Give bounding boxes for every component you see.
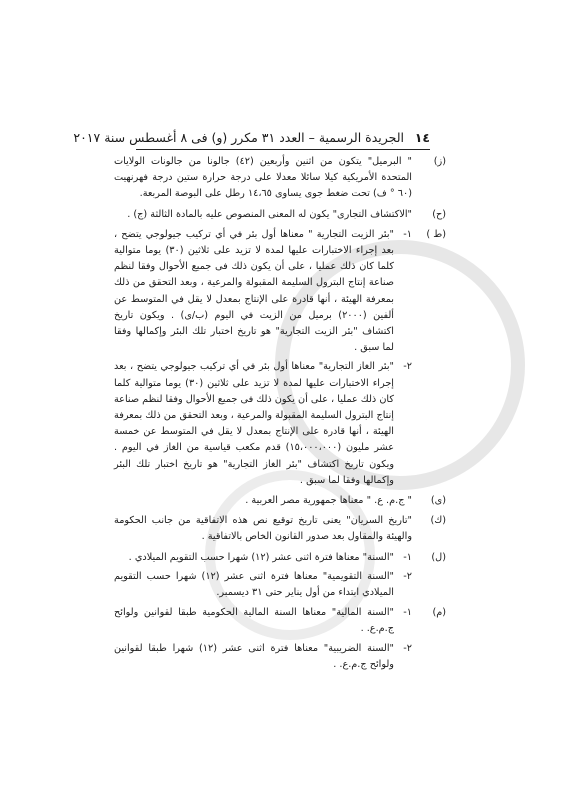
- subclause: [114, 605, 412, 637]
- subclause-text: "السنة المالية" معناها السنة المالية الحكومية طبقا لقوانين ولوائح ج.م.ع. .: [114, 607, 394, 635]
- clause-text: " ج.م. ع. " معناها جمهورية مصر العربية .: [245, 495, 412, 507]
- subclause-number: ٢-: [403, 642, 412, 654]
- subclause: [114, 550, 412, 566]
- subclause-number: ٢-: [403, 361, 412, 373]
- document-body: [114, 154, 446, 677]
- subclause-text: "السنة الضريبية" معناها فترة اثنى عشر (١٢) شهرا طبقا لقوانين ولوائح ج.م.ع. .: [114, 642, 394, 670]
- subclause-number: ١-: [403, 228, 412, 240]
- page-header: [73, 127, 430, 149]
- clause-label: (ز): [433, 156, 446, 167]
- header-title: الجريدة الرسمية – العدد ٣١ مكرر (و) فى ٨ أغسطس سنة ٢٠١٧: [73, 130, 404, 145]
- clause-label: (ى): [430, 495, 446, 507]
- clause-label: (ح): [432, 208, 446, 220]
- clause-m: [114, 605, 446, 673]
- page-number: ١٤: [414, 130, 430, 145]
- subclause-text: "السنة التقويمية" معناها فترة اثنى عشر (١٢) شهرا حسب التقويم الميلادي ابتداء من أول يناير حتى ٣١ ديسمبر.: [114, 570, 394, 599]
- clause-label: (ط ): [426, 228, 446, 240]
- clause-h: [114, 207, 446, 223]
- header-rule: [136, 149, 430, 150]
- subclause-text: "السنة" معناها فترة اثنى عشر (١٢) شهرا حسب التقويم الميلادي .: [128, 551, 394, 563]
- clause-label: (م): [432, 607, 446, 619]
- subclause-number: ١-: [403, 607, 412, 619]
- clause-text: "تاريخ السريان" يعنى تاريخ توقيع نص هذه الاتفاقية من جانب الحكومة والهيئة والمقاول بعد صدور القانون الخاص بالاتفاقية .: [114, 515, 412, 543]
- subclause-number: ٢-: [403, 570, 412, 582]
- subclause: [114, 359, 412, 489]
- subclause-text: "بئر الزيت التجارية " معناها أول بئر في أي تركيب جيولوجي يتضح ، بعد إجراء الاختبارات عليها لمدة لا تزيد على ثلاثين (٣٠) يوما متوالية كلما كان ذلك عمليا ، على أن يكون ذلك فى جميع الأحوال وفقا لنظم صناعة إنتاج البترول السليمة المقبولة والمرعية ، وبعد التحقق من ذلك بمعرفة الهيئة ، أنها قادرة على الإنتاج بمعدل لا يقل في المتوسط عن ألفين (٢٠٠٠) برميل من الزيت في اليوم (ب/ى) . ويكون تاريخ اكتشاف "بئر الزيت التجارية" هو تاريخ اختبار تلك البئر وإكمالها وفقا لما سبق .: [114, 228, 394, 354]
- subclause: [114, 569, 412, 601]
- subclause-text: "بئر الغاز التجارية" معناها أول بئر في أي تركيب جيولوجي يتضح ، بعد إجراء الاختبارات عليها لمدة لا تزيد على ثلاثين (٣٠) يوما متوالية كلما كان ذلك عمليا ، على أن يكون ذلك فى جميع الأحوال وفقا لنظم صناعة إنتاج البترول السليمة المقبولة والمرعية ، وبعد التحقق من ذلك بمعرفة الهيئة ، أنها قادرة على الإنتاج بمعدل لا يقل في المتوسط عن خمسة عشر مليون (١٥،٠٠٠،٠٠٠) قدم مكعب قياسية من الغاز في اليوم . ويكون تاريخ اكتشاف "بئر الغاز التجارية" هو تاريخ اختبار تلك البئر وإكمالها وفقا لما سبق .: [113, 361, 394, 486]
- clause-text: "الاكتشاف التجارى" يكون له المعنى المنصوص عليه بالمادة الثالثة (ج) .: [127, 208, 412, 220]
- subclause: [114, 641, 412, 673]
- subclause: [114, 227, 412, 357]
- clause-text: " البرميل" يتكون من اثنين وأربعين (٤٢) جالونا من جالونات الولايات المتحدة الأمريكية كيلا سائلا معدلا على درجة حرارة ستين درجة فهرنهيت (٦٠ ° ف) تحت ضغط جوى يساوى ١٤،٦٥ رطل على البوصة المربعة.: [114, 156, 412, 200]
- subclause-number: ١-: [403, 551, 412, 563]
- clause-t: [114, 227, 446, 489]
- clause-k: [114, 513, 446, 545]
- clause-l: [114, 550, 446, 602]
- clause-label: (ك): [430, 515, 446, 527]
- clause-z: [114, 154, 446, 203]
- clause-y: [114, 493, 446, 509]
- clause-label: (ل): [431, 551, 446, 563]
